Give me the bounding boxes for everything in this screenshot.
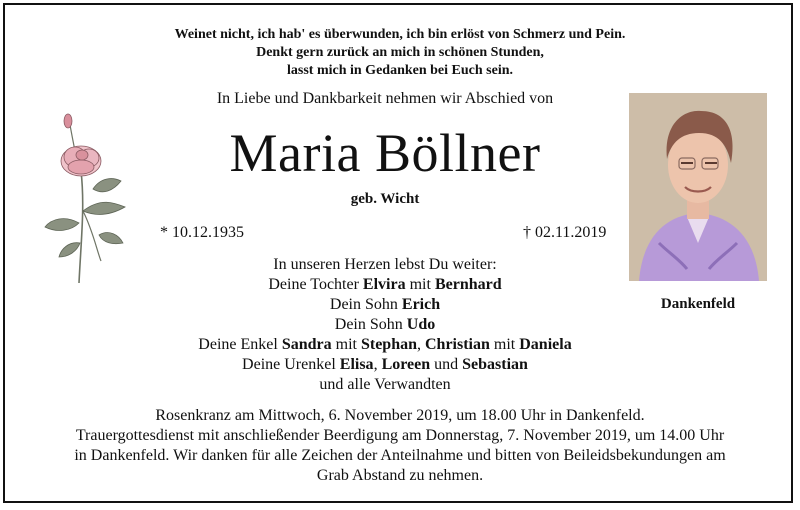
daughter-prefix: Deine Tochter <box>268 276 363 293</box>
birth-date: * 10.12.1935 <box>160 224 244 241</box>
service-line-4: Grab Abstand zu nehmen. <box>316 467 484 484</box>
daughter-joiner: mit <box>405 276 435 293</box>
poem-line-1: Weinet nicht, ich hab' es überwunden, ich bin erlöst von Schmerz und Pein. <box>174 27 626 42</box>
grandchildren-joiner-3: mit <box>489 336 520 353</box>
daughter-partner: Bernhard <box>434 276 502 293</box>
grandchildren-joiner-1: mit <box>331 336 361 353</box>
family-son-2 <box>5 315 765 335</box>
death-date: † 02.11.2019 <box>523 224 607 241</box>
service-details <box>5 406 795 486</box>
poem-line-3: lasst mich in Gedanken bei Euch sein. <box>287 63 513 78</box>
grandchildren-prefix: Deine Enkel <box>198 336 282 353</box>
poem-line-2: Denkt gern zurück an mich in schönen Stunden, <box>256 45 544 60</box>
family-heading: In unseren Herzen lebst Du weiter: <box>273 256 497 273</box>
service-line-3: in Dankenfeld. Wir danken für alle Zeichen der Anteilnahme und bitten von Beileidsbekundungen am <box>74 447 726 464</box>
daughter-name: Elvira <box>362 276 406 293</box>
family-great-grandchildren <box>5 355 765 375</box>
grandchild-2: Stephan <box>360 336 417 353</box>
family-relatives: und alle Verwandten <box>319 376 451 393</box>
portrait-illustration <box>629 93 767 281</box>
obituary-notice <box>3 3 793 503</box>
intro-text: In Liebe und Dankbarkeit nehmen wir Abschied von <box>216 90 554 107</box>
maiden-name: geb. Wicht <box>350 191 420 207</box>
great-grandchild-2: Loreen <box>381 356 431 373</box>
great-grandchildren-joiner-2: und <box>430 356 463 373</box>
grandchild-3: Christian <box>425 336 490 353</box>
great-grandchildren-prefix: Deine Urenkel <box>242 356 340 373</box>
great-grandchildren-joiner-1: , <box>373 356 382 373</box>
son1-name: Erich <box>401 296 441 313</box>
great-grandchild-3: Sebastian <box>462 356 528 373</box>
son2-name: Udo <box>406 316 436 333</box>
son1-prefix: Dein Sohn <box>329 296 402 313</box>
deceased-name: Maria Böllner <box>229 123 541 183</box>
service-line-1: Rosenkranz am Mittwoch, 6. November 2019, um 18.00 Uhr in Dankenfeld. <box>155 407 645 424</box>
family-grandchildren <box>5 335 765 355</box>
poem <box>5 26 795 80</box>
grandchild-4: Daniela <box>519 336 572 353</box>
service-line-2: Trauergottesdienst mit anschließender Beerdigung am Donnerstag, 7. November 2019, um 14.00 Uhr <box>75 427 725 444</box>
grandchildren-joiner-2: , <box>417 336 425 353</box>
portrait-photo <box>629 93 767 281</box>
son2-prefix: Dein Sohn <box>334 316 407 333</box>
great-grandchild-1: Elisa <box>339 356 374 373</box>
grandchild-1: Sandra <box>281 336 332 353</box>
photo-place-caption: Dankenfeld <box>660 296 736 312</box>
